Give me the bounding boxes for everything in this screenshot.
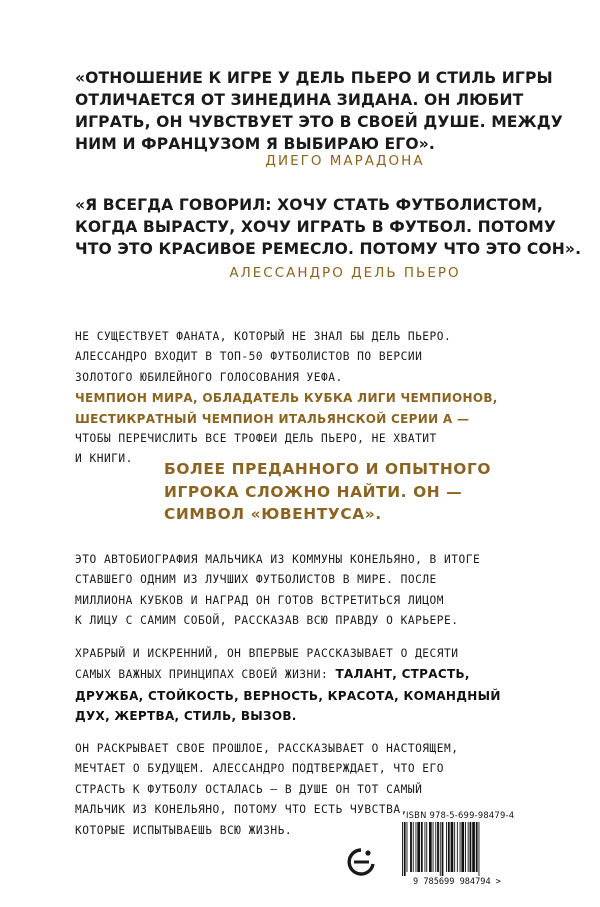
barcode-bar	[437, 822, 439, 872]
autobiography-paragraph	[75, 550, 535, 632]
barcode-bar	[479, 822, 480, 876]
text-line: ОН РАСКРЫВАЕТ СВОЕ ПРОШЛОЕ, РАССКАЗЫВАЕТ О НАСТОЯЩЕМ,	[75, 742, 459, 755]
quote-line: «Я ВСЕГДА ГОВОРИЛ: ХОЧУ СТАТЬ ФУТБОЛИСТОМ,	[75, 196, 543, 214]
barcode-bar	[425, 822, 426, 872]
barcode-icon	[394, 822, 520, 886]
text-line: ЗОЛОТОГО ЮБИЛЕЙНОГО ГОЛОСОВАНИЯ УЕФА.	[75, 370, 343, 384]
barcode-bar	[451, 822, 454, 872]
quote-maradona	[75, 67, 563, 155]
text-line: МАЛЬЧИК ИЗ КОНЕЛЬЯНО, ПОТОМУ ЧТО ЕСТЬ ЧУВСТВА,	[75, 803, 408, 817]
isbn-number: ISBN 978-5-699-98479-4	[406, 810, 515, 820]
text-line: К ЛИЦУ С САМИМ СОБОЙ, РАССКАЗАВ ВСЮ ПРАВДУ О КАРЬЕРЕ.	[75, 614, 459, 628]
highlight-line: ШЕСТИКРАТНЫЙ ЧЕМПИОН ИТАЛЬЯНСКОЙ СЕРИИ А —	[75, 411, 470, 426]
text-line	[75, 664, 535, 685]
text-line: СТРАСТЬ К ФУТБОЛУ ОСТАЛАСЬ — В ДУШЕ ОН ТОТ САМЫЙ	[75, 782, 423, 796]
text-line: И КНИГИ.	[75, 452, 133, 466]
text-line: МЕЧТАЕТ О БУДУЩЕМ. АЛЕССАНДРО ПОДТВЕРЖДАЕТ, ЧТО ЕГО	[75, 762, 445, 776]
barcode-bar	[413, 822, 414, 872]
barcode-bar	[472, 822, 475, 872]
highlight-line: ЧЕМПИОН МИРА, ОБЛАДАТЕЛЬ КУБКА ЛИГИ ЧЕМПИОНОВ,	[75, 391, 498, 406]
text-line: ЭТО АВТОБИОГРАФИЯ МАЛЬЧИКА ИЗ КОММУНЫ КОНЕЛЬЯНО, В ИТОГЕ	[75, 553, 481, 566]
barcode-bar	[446, 822, 447, 872]
barcode-bar	[433, 822, 434, 872]
quote-del-piero	[75, 194, 582, 260]
text-line: СТАВШЕГО ОДНИМ ИЗ ЛУЧШИХ ФУТБОЛИСТОВ В МИРЕ. ПОСЛЕ	[75, 573, 437, 587]
quote-author-maradona: ДИЕГО МАРАДОНА	[265, 153, 425, 169]
callout-line: БОЛЕЕ ПРЕДАННОГО И ОПЫТНОГО	[164, 460, 492, 478]
barcode-bar	[454, 822, 455, 872]
barcode-bar	[404, 822, 406, 876]
barcode-bar	[429, 822, 432, 872]
barcode-bar	[460, 822, 461, 872]
callout-quote	[164, 458, 544, 526]
barcode-bar	[421, 822, 423, 872]
barcode-bar	[476, 822, 478, 872]
text-line: КОТОРЫЕ ИСПЫТЫВАЕШЬ ВСЮ ЖИЗНЬ.	[75, 823, 293, 837]
callout-line: СИМВОЛ «ЮВЕНТУСА».	[164, 505, 382, 523]
barcode-bar	[407, 822, 408, 872]
barcode-bar	[442, 822, 444, 876]
barcode-bar	[457, 822, 458, 872]
principles-bold: ТАЛАНТ, СТРАСТЬ,	[335, 667, 470, 682]
quote-line: КОГДА ВЫРАСТУ, ХОЧУ ИГРАТЬ В ФУТБОЛ. ПОТОМУ	[75, 218, 557, 236]
text-segment: САМЫХ ВАЖНЫХ ПРИНЦИПАХ СВОЕЙ ЖИЗНИ:	[75, 668, 336, 682]
barcode-bar	[461, 822, 464, 872]
barcode-bar	[440, 822, 441, 876]
barcode-bar	[468, 822, 469, 872]
text-line: АЛЕССАНДРО ВХОДИТ В ТОП-50 ФУТБОЛИСТОВ ПО ВЕРСИИ	[75, 350, 423, 364]
principles-paragraph	[75, 644, 535, 727]
quote-line: «ОТНОШЕНИЕ К ИГРЕ У ДЕЛЬ ПЬЕРО И СТИЛЬ ИГРЫ	[75, 69, 553, 87]
callout-line: ИГРОКА СЛОЖНО НАЙТИ. ОН —	[164, 482, 463, 501]
text-line: МИЛЛИОНА КУБКОВ И НАГРАД ОН ГОТОВ ВСТРЕТИТЬСЯ ЛИЦОМ	[75, 593, 445, 607]
barcode-bar	[426, 822, 427, 872]
barcode-bar	[416, 822, 417, 872]
intro-paragraph	[75, 327, 535, 470]
barcode-bar	[435, 822, 436, 872]
barcode-bar	[448, 822, 450, 872]
principles-bold-line: ДРУЖБА, СТОЙКОСТЬ, ВЕРНОСТЬ, КРАСОТА, КОМАНДНЫЙ	[75, 688, 501, 703]
principles-bold-line: ДУХ, ЖЕРТВА, СТИЛЬ, ВЫЗОВ.	[75, 709, 297, 724]
text-line: ЧТОБЫ ПЕРЕЧИСЛИТЬ ВСЕ ТРОФЕИ ДЕЛЬ ПЬЕРО, НЕ ХВАТИТ	[75, 432, 437, 446]
quote-author-del-piero: АЛЕССАНДРО ДЕЛЬ ПЬЕРО	[229, 265, 461, 281]
text-line: НЕ СУЩЕСТВУЕТ ФАНАТА, КОТОРЫЙ НЕ ЗНАЛ БЫ ДЕЛЬ ПЬЕРО.	[75, 330, 452, 343]
quote-line: ОТЛИЧАЕТСЯ ОТ ЗИНЕДИНА ЗИДАНА. ОН ЛЮБИТ	[75, 91, 524, 109]
text-line: ХРАБРЫЙ И ИСКРЕННИЙ, ОН ВПЕРВЫЕ РАССКАЗЫВАЕТ О ДЕСЯТИ	[75, 647, 459, 660]
barcode-bar	[402, 822, 403, 876]
quote-line: ИГРАТЬ, ОН ЧУВСТВУЕТ ЭТО В СВОЕЙ ДУШЕ. МЕЖДУ	[75, 113, 563, 131]
isbn-barcode	[394, 810, 520, 886]
barcode-bar	[410, 822, 412, 872]
barcode-bar	[470, 822, 472, 872]
barcode-digits: 9 785699 984794 >	[413, 877, 501, 886]
barcode-bar	[417, 822, 420, 872]
eksmo-logo-icon	[346, 847, 376, 877]
barcode-bar	[465, 822, 466, 872]
quote-line: НИМ И ФРАНЦУЗОМ Я ВЫБИРАЮ ЕГО».	[75, 135, 435, 153]
quote-line: ЧТО ЭТО КРАСИВОЕ РЕМЕСЛО. ПОТОМУ ЧТО ЭТО СОН».	[75, 240, 582, 258]
